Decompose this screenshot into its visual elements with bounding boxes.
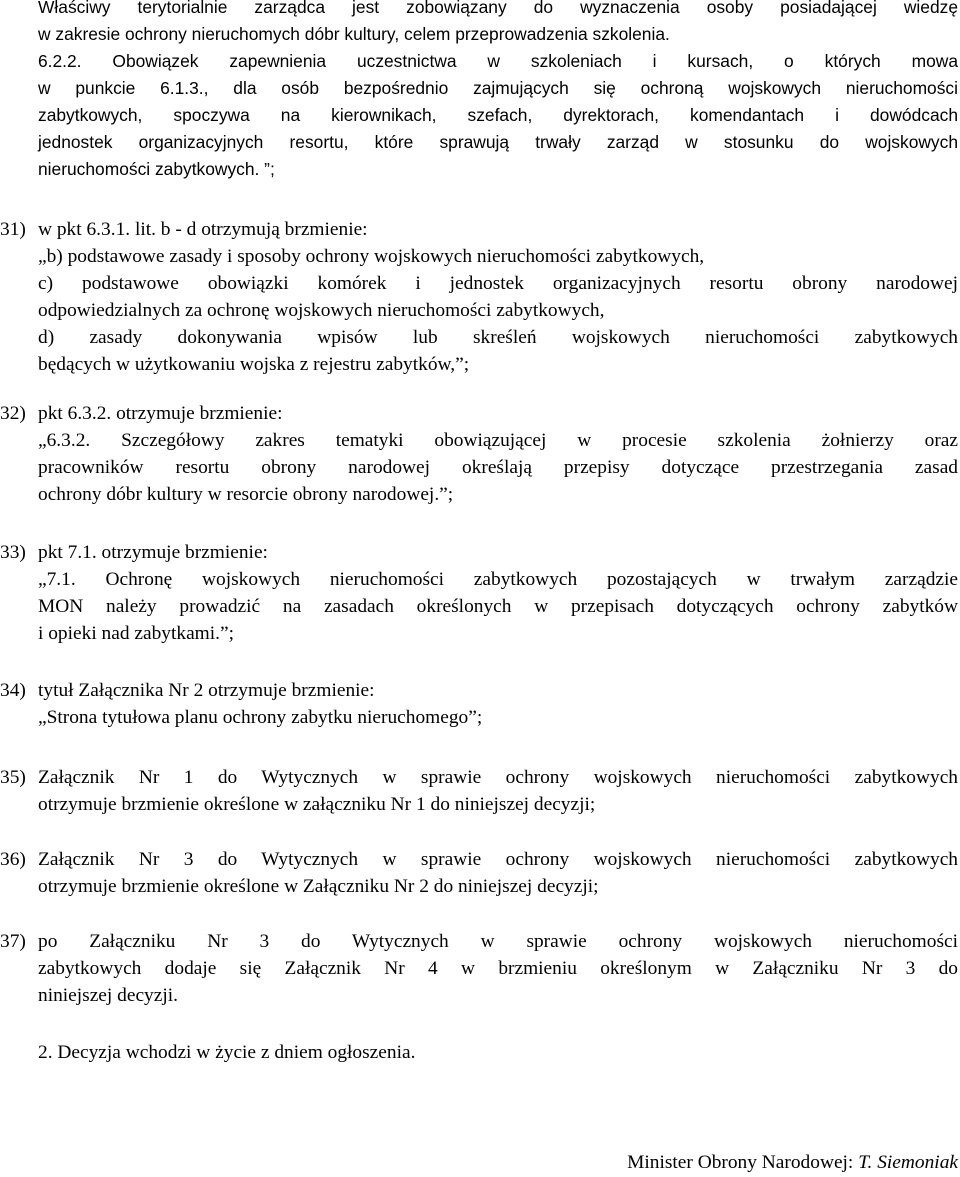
amendment-37 [0, 928, 958, 1009]
amendment-33-line-2: MON należy prowadzić na zasadach określonych w przepisach dotyczących ochrony zabytków [38, 596, 958, 617]
intro-line-3: 6.2.2. Obowiązek zapewnienia uczestnictwa w szkoleniach i kursach, o których mowa [38, 51, 958, 71]
amendment-32-number: 32) [0, 403, 26, 424]
amendment-32-title: pkt 6.3.2. otrzymuje brzmienie: [38, 403, 283, 424]
amendment-34-number: 34) [0, 680, 26, 701]
amendment-32-head [0, 400, 958, 427]
amendment-33-number: 33) [0, 542, 26, 563]
intro-paragraph [38, 0, 958, 183]
signature [627, 1149, 958, 1176]
amendment-34-head [0, 677, 958, 704]
amendment-31-line-1: „b) podstawowe zasady i sposoby ochrony wojskowych nieruchomości zabytkowych, [38, 246, 705, 267]
amendment-35 [0, 764, 958, 818]
amendment-36-number: 36) [0, 849, 26, 870]
intro-line-6: jednostek organizacyjnych resortu, które sprawują trwały zarząd w stosunku do wojskowych [38, 132, 958, 152]
decision-effective-text: 2. Decyzja wchodzi w życie z dniem ogłoszenia. [38, 1042, 416, 1063]
amendment-31-line-4: d) zasady dokonywania wpisów lub skreśleń wojskowych nieruchomości zabytkowych [38, 327, 958, 348]
amendment-31-line-2: c) podstawowe obowiązki komórek i jednostek organizacyjnych resortu obrony narodowej [38, 273, 958, 294]
signature-name: T. Siemoniak [858, 1152, 958, 1173]
amendment-36-line-1: Załącznik Nr 3 do Wytycznych w sprawie ochrony wojskowych nieruchomości zabytkowych [38, 849, 958, 870]
intro-line-7: nieruchomości zabytkowych. ”; [38, 159, 275, 179]
intro-line-1: Właściwy terytorialnie zarządca jest zobowiązany do wyznaczenia osoby posiadającej wiedzę [38, 0, 958, 17]
amendment-37-number: 37) [0, 931, 26, 952]
amendment-37-line-3: niniejszej decyzji. [38, 985, 178, 1006]
amendment-36-line-2: otrzymuje brzmienie określone w Załączniku Nr 2 do niniejszej decyzji; [38, 876, 599, 897]
amendment-31-title: w pkt 6.3.1. lit. b - d otrzymują brzmienie: [38, 219, 368, 240]
amendment-37-head [0, 928, 958, 955]
amendment-33-line-3: i opieki nad zabytkami.”; [38, 623, 234, 644]
amendment-31-number: 31) [0, 219, 26, 240]
amendment-32 [0, 400, 958, 508]
decision-effective-clause [38, 1039, 958, 1066]
amendment-33 [0, 539, 958, 647]
amendment-32-line-2: pracowników resortu obrony narodowej określają przepisy dotyczące przestrzegania zasad [38, 457, 958, 478]
amendment-31-line-3: odpowiedzialnych za ochronę wojskowych nieruchomości zabytkowych, [38, 300, 605, 321]
amendment-31-head [0, 216, 958, 243]
amendment-32-line-1: „6.3.2. Szczegółowy zakres tematyki obowiązującej w procesie szkolenia żołnierzy oraz [38, 430, 958, 451]
amendment-35-line-2: otrzymuje brzmienie określone w załączniku Nr 1 do niniejszej decyzji; [38, 794, 596, 815]
amendment-37-line-2: zabytkowych dodaje się Załącznik Nr 4 w brzmieniu określonym w Załączniku Nr 3 do [38, 958, 958, 979]
amendment-35-number: 35) [0, 767, 26, 788]
intro-line-2: w zakresie ochrony nieruchomych dóbr kultury, celem przeprowadzenia szkolenia. [38, 24, 670, 44]
amendment-36 [0, 846, 958, 900]
amendment-31-line-5: będących w użytkowaniu wojska z rejestru zabytków,”; [38, 354, 470, 375]
amendment-33-line-1: „7.1. Ochronę wojskowych nieruchomości zabytkowych pozostających w trwałym zarządzie [38, 569, 958, 590]
amendment-33-head [0, 539, 958, 566]
intro-line-4: w punkcie 6.1.3., dla osób bezpośrednio zajmujących się ochroną wojskowych nieruchomości [38, 78, 958, 98]
amendment-34-line-1: „Strona tytułowa planu ochrony zabytku nieruchomego”; [38, 707, 483, 728]
amendment-33-title: pkt 7.1. otrzymuje brzmienie: [38, 542, 268, 563]
amendment-32-line-3: ochrony dóbr kultury w resorcie obrony narodowej.”; [38, 484, 454, 505]
intro-line-5: zabytkowych, spoczywa na kierownikach, szefach, dyrektorach, komendantach i dowódcach [38, 105, 958, 125]
amendment-35-line-1: Załącznik Nr 1 do Wytycznych w sprawie ochrony wojskowych nieruchomości zabytkowych [38, 767, 958, 788]
amendment-37-line-1: po Załączniku Nr 3 do Wytycznych w sprawie ochrony wojskowych nieruchomości [38, 931, 958, 952]
signature-role: Minister Obrony Narodowej: [627, 1152, 854, 1173]
amendment-34 [0, 677, 958, 731]
amendment-31 [0, 216, 958, 378]
amendment-34-title: tytuł Załącznika Nr 2 otrzymuje brzmienie: [38, 680, 375, 701]
amendment-36-head [0, 846, 958, 873]
amendment-35-head [0, 764, 958, 791]
